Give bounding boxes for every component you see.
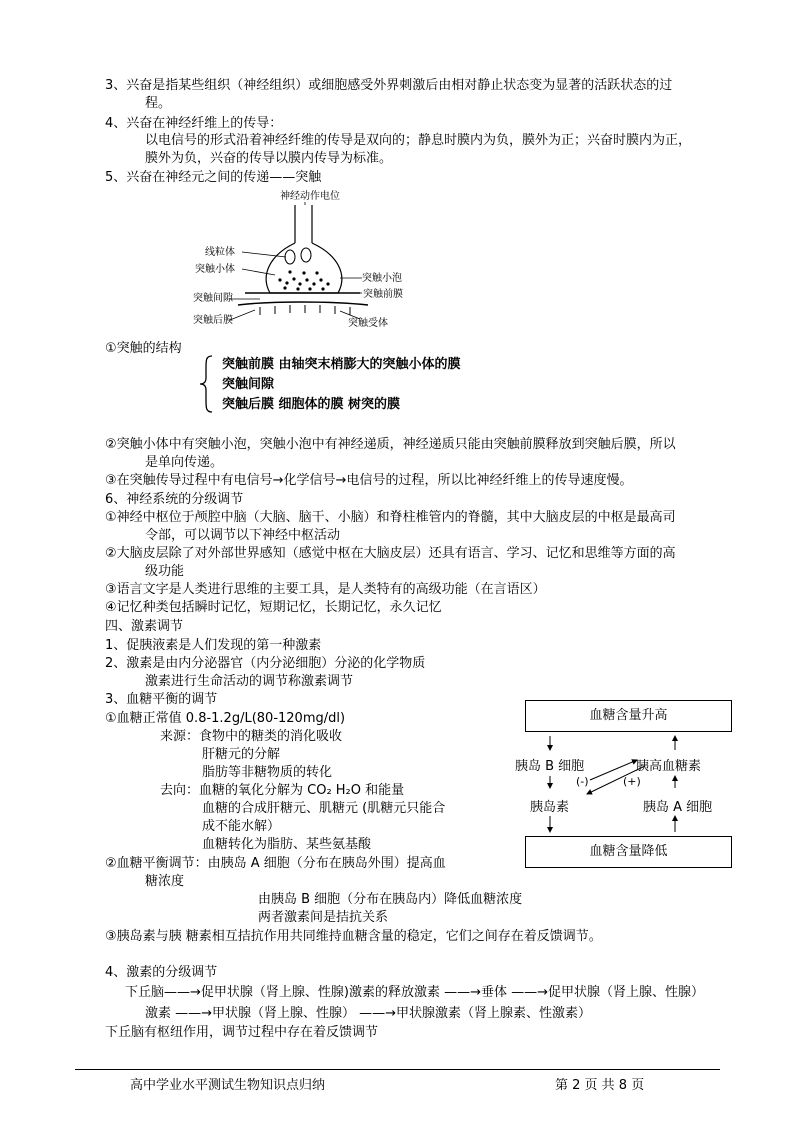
para-3-line1: 3、兴奋是指某些组织（神经组织）或细胞感受外界刺激后由相对静止状态变为显著的活跃状态的过 [105, 78, 673, 93]
glucose-fall-box: 血糖含量降低 [525, 836, 732, 868]
hormone-point-2b: 激素进行生命活动的调节称激素调节 [145, 674, 354, 689]
glucose-regulation-line2: 糖浓度 [145, 874, 185, 889]
glucose-regulation-line1: ②血糖平衡调节：由胰岛 A 细胞（分布在胰岛外围）提高血 [105, 856, 446, 871]
glucose-title: 3、血糖平衡的调节 [105, 692, 218, 707]
glucose-plus: (+) [623, 775, 641, 788]
footer-page-number: 第 2 页 共 8 页 [555, 1078, 645, 1093]
glucose-rise-box: 血糖含量升高 [525, 700, 732, 732]
footer-title: 高中学业水平测试生物知识点归纳 [130, 1078, 326, 1093]
para-4-title: 4、兴奋在神经纤维上的传导： [105, 116, 283, 131]
synapse-point-3: ③在突触传导过程中有电信号→化学信号→电信号的过程，所以比神经纤维上的传导速度慢。 [105, 473, 633, 488]
hormone-hierarchy-title: 4、激素的分级调节 [105, 965, 218, 980]
glucose-regulation-line3: 由胰岛 B 细胞（分布在胰岛内）降低血糖浓度 [258, 892, 523, 907]
synapse-diagram [190, 185, 420, 335]
brace-icon [198, 354, 216, 414]
hormone-hierarchy-line1: 下丘脑——→促甲状腺（肾上腺、性腺)激素的释放激素 ——→垂体 ——→促甲状腺（肾上腺、性腺） [125, 985, 705, 1000]
glucose-normal-value: ①血糖正常值 0.8-1.2g/L(80-120mg/dl) [105, 711, 346, 726]
glucose-source-3: 脂肪等非糖物质的转化 [202, 765, 333, 780]
glucose-sink-2: 血糖的合成肝糖元、肌糖元 (肌糖元只能合 [202, 801, 446, 816]
para-3-line2: 程。 [145, 96, 172, 111]
para-6-title: 6、神经系统的分级调节 [105, 492, 244, 507]
synapse-point-2-line2: 是单向传递。 [145, 455, 224, 470]
glucose-b-cell: 胰岛 B 细胞 [515, 759, 585, 774]
glucose-sink-2b: 成不能水解） [202, 819, 281, 834]
nerve-point-1-line1: ①神经中枢位于颅腔中脑（大脑、脑干、小脑）和脊柱椎管内的脊髓，其中大脑皮层的中枢是最高司 [105, 510, 676, 525]
nerve-point-1-line2: 令部，可以调节以下神经中枢活动 [145, 528, 341, 543]
glucose-source-2: 肝糖元的分解 [202, 747, 281, 762]
synapse-label-action-potential: 神经动作电位 [280, 191, 340, 202]
para-5-title: 5、兴奋在神经元之间的传递——突触 [105, 170, 322, 185]
nerve-point-4: ④记忆种类包括瞬时记忆，短期记忆，长期记忆，永久记忆 [105, 600, 442, 615]
footer-divider [75, 1069, 720, 1070]
synapse-structure-title: ①突触的结构 [105, 341, 182, 356]
synapse-point-2-line1: ②突触小体中有突触小泡，突触小泡中有神经递质，神经递质只能由突触前膜释放到突触后膜，所以 [105, 437, 676, 452]
glucose-a-cell: 胰岛 A 细胞 [643, 800, 713, 815]
glucose-source-1: 来源：食物中的糖类的消化吸收 [160, 729, 343, 744]
section-4-heading: 四、激素调节 [105, 619, 184, 634]
glucose-sink-3: 血糖转化为脂肪、某些氨基酸 [202, 837, 372, 852]
glucose-minus: (-) [576, 775, 589, 788]
synapse-label-mitochondria: 线粒体 [205, 247, 235, 258]
glucose-insulin: 胰岛素 [530, 800, 570, 815]
synapse-label-knob: 突触小体 [195, 264, 235, 275]
nerve-point-2-line1: ②大脑皮层除了对外部世界感知（感觉中枢在大脑皮层）还具有语言、学习、记忆和思维等方面的高 [105, 546, 676, 561]
synapse-pre-membrane: 突触前膜 由轴突末梢膨大的突触小体的膜 [222, 357, 461, 372]
nerve-point-2-line2: 级功能 [145, 564, 185, 579]
synapse-label-vesicle: 突触小泡 [362, 273, 402, 284]
synapse-label-pre: 突触前膜 [363, 289, 403, 300]
para-4-line2: 膜外为负，兴奋的传导以膜内传导为标准。 [145, 151, 393, 166]
hormone-point-1: 1、促胰液素是人们发现的第一种激素 [105, 638, 322, 653]
glucose-sink-1: 去向：血糖的氧化分解为 CO₂ H₂O 和能量 [160, 783, 405, 798]
hormone-point-2: 2、激素是由内分泌器官（内分泌细胞）分泌的化学物质 [105, 656, 426, 671]
glucose-regulation-line4: 两者激素间是拮抗关系 [258, 910, 389, 925]
glucose-glucagon: 胰高血糖素 [636, 759, 702, 774]
synapse-post-membrane: 突触后膜 细胞体的膜 树突的膜 [222, 397, 401, 412]
synapse-label-receptor: 突触受体 [348, 318, 388, 329]
hormone-hierarchy-line3: 下丘脑有枢纽作用，调节过程中存在着反馈调节 [105, 1025, 379, 1040]
synapse-label-post: 突触后膜 [193, 315, 233, 326]
nerve-point-3: ③语言文字是人类进行思维的主要工具，是人类特有的高级功能（在言语区） [105, 582, 546, 597]
synapse-label-cleft: 突触间隙 [193, 293, 233, 304]
synapse-drawing [190, 185, 420, 335]
hormone-hierarchy-line2: 激素 ——→甲状腺（肾上腺、性腺） ——→甲状腺激素（肾上腺素、性激素） [145, 1006, 592, 1021]
para-4-line1: 以电信号的形式沿着神经纤维的传导是双向的；静息时膜内为负，膜外为正；兴奋时膜内为正， [145, 133, 692, 148]
synapse-cleft: 突触间隙 [222, 377, 275, 392]
glucose-point-3: ③胰岛素与胰 糖素相互拮抗作用共同维持血糖含量的稳定，它们之间存在着反馈调节。 [105, 929, 602, 944]
